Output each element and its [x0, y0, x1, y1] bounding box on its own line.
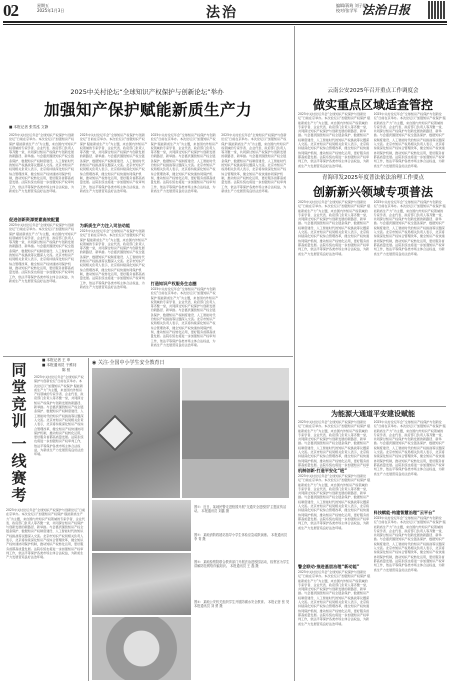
- right-headline-2: 创新新兴领域专项普法: [312, 185, 433, 199]
- lead-headline: 加强知产保护赋能新质生产力: [43, 100, 252, 119]
- section-title: 法治: [206, 5, 238, 21]
- right-divider-1: [298, 172, 446, 173]
- lead-body-columns: [9, 133, 289, 353]
- right-subhead-3: 警企联动·推进基层治理“新动能”: [298, 564, 360, 569]
- photo-2: [182, 368, 289, 498]
- lead-subhead-3: 打造知识产权服务生态圈: [150, 281, 197, 286]
- photo-caption-3: 图③：某地检察院联合教育部门开展法治进校园活动，检察官为学生讲解防范网络诈骗知识。 本报通讯员 王 磊 摄: [194, 560, 290, 569]
- photo-caption-2: 图②：某地消防救援站指导小学生体验应急疏散演练。 本报通讯员 李 青 摄: [194, 533, 288, 542]
- side-body-bottom: 2025中关村论坛年会“全球知识产权保护与创新论坛”日前在京举办。本次论坛以“加强知识产权保护 赋能新质生产力”为主题，来自国内外知识产权领域的专家学者、企业代表、政府部门负责人等齐聚一堂，共同探讨知识产权保护与创新发展的新路径、新举措。与会嘉宾围绕知识产权全链条保护、数据知识产权制度建设、人工智能时代的知识产权挑战等议题深入交流。北京市知识产权局相关负责人表示，北京将持续深化知识产权综合管理改革，健全知识产权快速协同保护机制，推动知识产权转化运用，更好服务首都高质量发展。法院系统也将进一步加强知识产权审判工作，依法平等保护各类市场主体合法权益，为新质生产力发展营造良好法治环境。: [6, 508, 86, 560]
- right-body-3: 2025中关村论坛年会“全球知识产权保护与创新论坛”日前在京举办。本次论坛以“加强知识产权保护 赋能新质生产力”为主题，来自国内外知识产权领域的专家学者、企业代表、政府部门负责人等齐聚一堂，共同探讨知识产权保护与创新发展的新路径、新举措。与会嘉宾围绕知识产权全链条保护、数据知识产权制度建设、人工智能时代的知识产权挑战等议题深入交流。北京市知识产权局相关负责人表示，北京将持续深化知识产权综合管理改革，健全知识产权快速协同保护机制，推动知识产权转化运用，更好服务首都高质量发展。法院系统也将进一步加强知识产权审 机制创新·打造平安化“班” 2025中关村论坛年会“全球知识产权保护与创新论坛”日前在京举办。本次论坛以“加强知识产权保护 赋能新质生产力”为主题，来自国内外知识产权领域的专家学者、企业代表、政府部门负责人等齐聚一堂，共同探讨知识产权保护与创新发展的新路径、新举措。与会嘉宾围绕知识产权全链条保护、数据知识产权制度建设、人工智能时代的知识产权挑战等议题深入交流。北京市知识产权局相关负责人表示，北京将持续深化知识产权综合管理改革，健全知识产权快速协同保护机制，推动知识产权转化运用，更好服务首都高质量发展。法院系统也将进一步加强知识产权审判工作，依法平等保护各类市场主体合法权益，为新质生产力发展营造良好法治环境。 警企联动·推进基层治理“新动能” 2025中关村论坛年会“全球知识产权保护与创新论坛”日前在京举办。本次论坛以“加强知识产权保护 赋能新质生产力”为主题，来自国内外知识产权领域的专家学者、企业代表、政府部门负责人等齐聚一堂，共同探讨知识产权保护与创新发展的新路径、新举措。与会嘉宾围绕知识产权全链条保护、数据知识产权制度建设、人工智能时代的知识产权挑战等议题深入交流。北京市知识产权局相关负责人表示，北京将持续深化知识产权综合管理改革，健全知识产权快速协同保护机制，推动知识产权转化运用，更好服务首都高质量发展。法院系统也将进一步加强知识产权审判工作，依法平等保护各类市场主体合法权益，为新质生产力发展营造良好法治环境。 2025中关村论坛年会“全球知识产权保护与创新论坛”日前在京举办。本次论坛以“加强知识产权保护 赋能新质生产力”为主题，来自国内外知识产权领域的专家学者、企业代表、政府部门负责人等齐聚一堂，共同探讨知识产权保护与创新发展的新路径、新举措。与会嘉宾围绕知识产权全链条保护、数据知识产权制度建设、人工智能时代的知识产权挑战等议题深入交流。北京市知识产权局相关负责人表示，北京将持续深化知识产权综合管理改革，健全知识产权快速协同保护机制，推动知识产权转化运用，更好服务首都高质量发展。法院系统也将进一步加强知识产权审判工作，依法平等保护各类市场主体合法权益，为新质生产力发展营造良好法治环境。 科技赋能·构建智慧治理“云平台” 2025中关村论坛年会“全球知识产权保护与创新论坛”日前在京举办。本次论坛以“加强知识产权保护 赋能新质生产力”为主题，来自国内外知识产权领域的专家学者、企业代表、政府部门负责人等齐聚一堂，共同探讨知识产权保护与创新发展的新路径、新举措。与会嘉宾围绕知识产权全链条保护、数据知识产权制度建设、人工智能时代的知识产权挑战等议题深入交流。北京市知识产权局相关负责人表示，北京将持续深化知识产权综合管理改革，健全知识产权快速协同保护机制，推动知识产权转化运用，更好服务首都高质量发展。法院系统也将进一步加强知识产权审判工作，依法平等保护各类市场主体合法权益，为新质生产力发展营造良好法治环境。: [298, 420, 446, 626]
- header-rule: [3, 21, 447, 23]
- right-subhead-2: 科技赋能·构建智慧治理“云平台”: [373, 510, 436, 515]
- right-body-2: 2025中关村论坛年会“全球知识产权保护与创新论坛”日前在京举办。本次论坛以“加强知识产权保护 赋能新质生产力”为主题，来自国内外知识产权领域的专家学者、企业代表、政府部门负责人等齐聚一堂，共同探讨知识产权保护与创新发展的新路径、新举措。与会嘉宾围绕知识产权全链条保护、数据知识产权制度建设、人工智能时代的知识产权挑战等议题深入交流。北京市知识产权局相关负责人表示，北京将持续深化知识产权综合管理改革，健全知识产权快速协同保护机制，推动知识产权转化运用，更好服务首都高质量发展。法院系统也将进一步加强知识产权审判工作，依法平等保护各类市场主体合法权益，为新质生产力发展营造良好法治环境。 2025中关村论坛年会“全球知识产权保护与创新论坛”日前在京举办。本次论坛以“加强知识产权保护 赋能新质生产力”为主题，来自国内外知识产权领域的专家学者、企业代表、政府部门负责人等齐聚一堂，共同探讨知识产权保护与创新发展的新路径、新举措。与会嘉宾围绕知识产权全链条保护、数据知识产权制度建设、人工智能时代的知识产权挑战等议题深入交流。北京市知识产权局相关负责人表示，北京将持续深化知识产权综合管理改革，健全知识产权快速协同保护机制，推动知识产权转化运用，更好服务首都高质量发展。法院系统也将进一步加强知识产权审判工作，依法平等保护各类市场主体合法权益，为新质生产力发展营造良好法治环境。: [298, 200, 446, 256]
- column-divider: [88, 358, 89, 681]
- warning-sign-icon: [97, 415, 134, 452]
- right-kicker-1: 云南公安2025年召开重点工作调度会: [327, 88, 419, 94]
- right-headline-1: 做实重点区域适查管控: [312, 98, 433, 112]
- section-divider: [3, 356, 293, 357]
- right-column-divider: [294, 26, 295, 681]
- right-kicker-2: 青海印发2025年度普法依法治理工作要点: [322, 175, 424, 181]
- editor-credits: 编辑/蒋筠 刘子阳 校对/张学军: [336, 3, 367, 13]
- right-subhead-1: 机制创新·打造平安化“班”: [298, 468, 347, 473]
- photo-4: [92, 553, 191, 615]
- photo-caption-1: 图①：近日，某地民警走进校园开展“交通安全进校园”主题宣传活动。 本报通讯员 刘鑫 摄: [194, 505, 287, 514]
- photo-3: [92, 500, 191, 551]
- lead-subhead-2: 为新质生产力注入司法动能: [79, 223, 131, 228]
- page-number: 02: [3, 1, 18, 20]
- photo-feature-title: ◉ 关注·全国中小学生安全教育日: [92, 360, 165, 366]
- header-rule-thin: [3, 24, 447, 25]
- side-byline: ■ 本报记者 王 申 ■ 本报通讯员 于维钊 陈 恒: [42, 358, 77, 372]
- issue-date: 星期五 2025年1月3日: [37, 3, 65, 13]
- side-headline: 同 堂 竞 训 一 线 赛 考: [11, 361, 27, 504]
- photo-1: [92, 368, 180, 498]
- lead-col-1: 2025中关村论坛年会“全球知识产权保护与创新论坛”日前在京举办。本次论坛以“加强知识产权保护 赋能新质生产力”为主题，来自国内外知识产权领域的专家学者、企业代表、政府部门负责人等齐聚一堂，共同探讨知识产权保护与创新发展的新路径、新举措。与会嘉宾围绕知识产权全链条保护、数据知识产权制度建设、人工智能时代的知识产权挑战等议题深入交流。北京市知识产权局相关负责人表示，北京将持续深化知识产权综合管理改革，健全知识产权快速协同保护机制，推动知识产权转化运用，更好服务首都高质量发展。法院系统也将进一步加强知识产权审判工作，依法平等保护各类市场主体合法权益，为新质生产力发展营造良好法治环境。 促进创新资源要素高效配置 2025中关村论坛年会“全球知识产权保护与创新论坛”日前在京举办。本次论坛以“加强知识产权保护 赋能新质生产力”为主题，来自国内外知识产权领域的专家学者、企业代表、政府部门负责人等齐聚一堂，共同探讨知识产权保护与创新发展的新路径、新举措。与会嘉宾围绕知识产权全链条保护、数据知识产权制度建设、人工智能时代的知识产权挑战等议题深入交流。北京市知识产权局相关负责人表示，北京将持续深化知识产权综合管理改革，健全知识产权快速协同保护机制，推动知识产权转化运用，更好服务首都高质量发展。法院系统也将进一步加强知识产权审判工作，依法平等保护各类市场主体合法权益，为新质生产力发展营造良好法治环境。: [9, 133, 77, 283]
- lead-col-3: 2025中关村论坛年会“全球知识产权保护与创新论坛”日前在京举办。本次论坛以“加强知识产权保护 赋能新质生产力”为主题，来自国内外知识产权领域的专家学者、企业代表、政府部门负责人等齐聚一堂，共同探讨知识产权保护与创新发展的新路径、新举措。与会嘉宾围绕知识产权全链条保护、数据知识产权制度建设、人工智能时代的知识产权挑战等议题深入交流。北京市知识产权局相关负责人表示，北京将持续深化知识产权综合管理改革，健全知识产权快速协同保护机制，推动知识产权转化运用，更好服务首都高质量发展。法院系统也将进一步加强知识产权审判工作，依法平等保护各类市场主体合法权益，为新质生产力发展营造良好法治环境。 打造知识产权服务生态圈 2025中关村论坛年会“全球知识产权保护与创新论坛”日前在京举办。本次论坛以“加强知识产权保护 赋能新质生产力”为主题，来自国内外知识产权领域的专家学者、企业代表、政府部门负责人等齐聚一堂，共同探讨知识产权保护与创新发展的新路径、新举措。与会嘉宾围绕知识产权全链条保护、数据知识产权制度建设、人工智能时代的知识产权挑战等议题深入交流。北京市知识产权局相关负责人表示，北京将持续深化知识产权综合管理改革，健全知识产权快速协同保护机制，推动知识产权转化运用，更好服务首都高质量发展。法院系统也将进一步加强知识产权审判工作，依法平等保护各类市场主体合法权益，为新质生产力发展营造良好法治环境。: [150, 133, 219, 347]
- side-body-top: 2025中关村论坛年会“全球知识产权保护与创新论坛”日前在京举办。本次论坛以“加强知识产权保护 赋能新质生产力”为主题，来自国内外知识产权领域的专家学者、企业代表、政府部门负责人等齐聚一堂，共同探讨知识产权保护与创新发展的新路径、新举措。与会嘉宾围绕知识产权全链条保护、数据知识产权制度建设、人工智能时代的知识产权挑战等议题深入交流。北京市知识产权局相关负责人表示，北京将持续深化知识产权综合管理改革，健全知识产权快速协同保护机制，推动知识产权转化运用，更好服务首都高质量发展。法院系统也将进一步加强知识产权审判工作，依法平等保护各类市场主体合法权益，为新质生产力发展营造良好法治环境。: [34, 375, 84, 457]
- lead-subhead-1: 促进创新资源要素高效配置: [9, 217, 60, 222]
- lead-byline: ■ 本报记者 张雪泓 文静: [9, 125, 49, 129]
- newspaper-logo: 法治日报: [362, 3, 411, 17]
- right-divider-2: [298, 406, 446, 407]
- right-headline-3: 为能源大通道平安建设赋能: [331, 409, 415, 418]
- lead-kicker: 2025中关村论坛“全球知识产权保护与创新论坛”举办: [70, 88, 224, 96]
- camera-icon: ◉: [92, 360, 97, 366]
- photo-caption-4: 图④：某地公安机关组织学生开展防溺水安全教育。 本报记者 张 昊 本报通讯员 刘 勇 摄: [194, 600, 290, 609]
- lead-col-4: 2025中关村论坛年会“全球知识产权保护与创新论坛”日前在京举办。本次论坛以“加强知识产权保护 赋能新质生产力”为主题，来自国内外知识产权领域的专家学者、企业代表、政府部门负责人等齐聚一堂，共同探讨知识产权保护与创新发展的新路径、新举措。与会嘉宾围绕知识产权全链条保护、数据知识产权制度建设、人工智能时代的知识产权挑战等议题深入交流。北京市知识产权局相关负责人表示，北京将持续深化知识产权综合管理改革，健全知识产权快速协同保护机制，推动知识产权转化运用，更好服务首都高质量发展。法院系统也将进一步加强知识产权审判工作，依法平等保护各类市场主体合法权益，为新质生产力发展营造良好法治环境。: [221, 133, 289, 193]
- qr-code-icon: [428, 1, 446, 19]
- photo-5: [92, 617, 191, 680]
- right-body-1: 2025中关村论坛年会“全球知识产权保护与创新论坛”日前在京举办。本次论坛以“加强知识产权保护 赋能新质生产力”为主题，来自国内外知识产权领域的专家学者、企业代表、政府部门负责人等齐聚一堂，共同探讨知识产权保护与创新发展的新路径、新举措。与会嘉宾围绕知识产权全链条保护、数据知识产权制度建设、人工智能时代的知识产权挑战等议题深入交流。北京市知识产权局相关负责人表示，北京将持续深化知识产权综合管理改革，健全知识产权快速协同保护机制，推动知识产权转化运用，更好服务首都高质量发展。法院系统也将进一步加强知识产权审判工作，依法平等保护各类市场主体合法权益，为新质生产力发展营造良好法治环境。 2025中关村论坛年会“全球知识产权保护与创新论坛”日前在京举办。本次论坛以“加强知识产权保护 赋能新质生产力”为主题，来自国内外知识产权领域的专家学者、企业代表、政府部门负责人等齐聚一堂，共同探讨知识产权保护与创新发展的新路径、新举措。与会嘉宾围绕知识产权全链条保护、数据知识产权制度建设、人工智能时代的知识产权挑战等议题深入交流。北京市知识产权局相关负责人表示，北京将持续深化知识产权综合管理改革，健全知识产权快速协同保护机制，推动知识产权转化运用，更好服务首都高质量发展。法院系统也将进一步加强知识产权审判工作，依法平等保护各类市场主体合法权益，为新质生产力发展营造良好法治环境。: [298, 112, 446, 168]
- lead-col-2: 2025中关村论坛年会“全球知识产权保护与创新论坛”日前在京举办。本次论坛以“加强知识产权保护 赋能新质生产力”为主题，来自国内外知识产权领域的专家学者、企业代表、政府部门负责人等齐聚一堂，共同探讨知识产权保护与创新发展的新路径、新举措。与会嘉宾围绕知识产权全链条保护、数据知识产权制度建设、人工智能时代的知识产权挑战等议题深入交流。北京市知识产权局相关负责人表示，北京将持续深化知识产权综合管理改革，健全知识产权快速协同保护机制，推动知识产权转化运用，更好服务首都高质量发展。法院系统也将进一步加强知识产权审判工作，依法平等保护各类市场主体合法权益，为新质生产力发展营造良好法治环境。 为新质生产力注入司法动能 2025中关村论坛年会“全球知识产权保护与创新论坛”日前在京举办。本次论坛以“加强知识产权保护 赋能新质生产力”为主题，来自国内外知识产权领域的专家学者、企业代表、政府部门负责人等齐聚一堂，共同探讨知识产权保护与创新发展的新路径、新举措。与会嘉宾围绕知识产权全链条保护、数据知识产权制度建设、人工智能时代的知识产权挑战等议题深入交流。北京市知识产权局相关负责人表示，北京将持续深化知识产权综合管理改革，健全知识产权快速协同保护机制，推动知识产权转化运用，更好服务首都高质量发展。法院系统也将进一步加强知识产权审判工作，依法平等保护各类市场主体合法权益，为新质生产力发展营造良好法治环境。: [79, 133, 148, 289]
